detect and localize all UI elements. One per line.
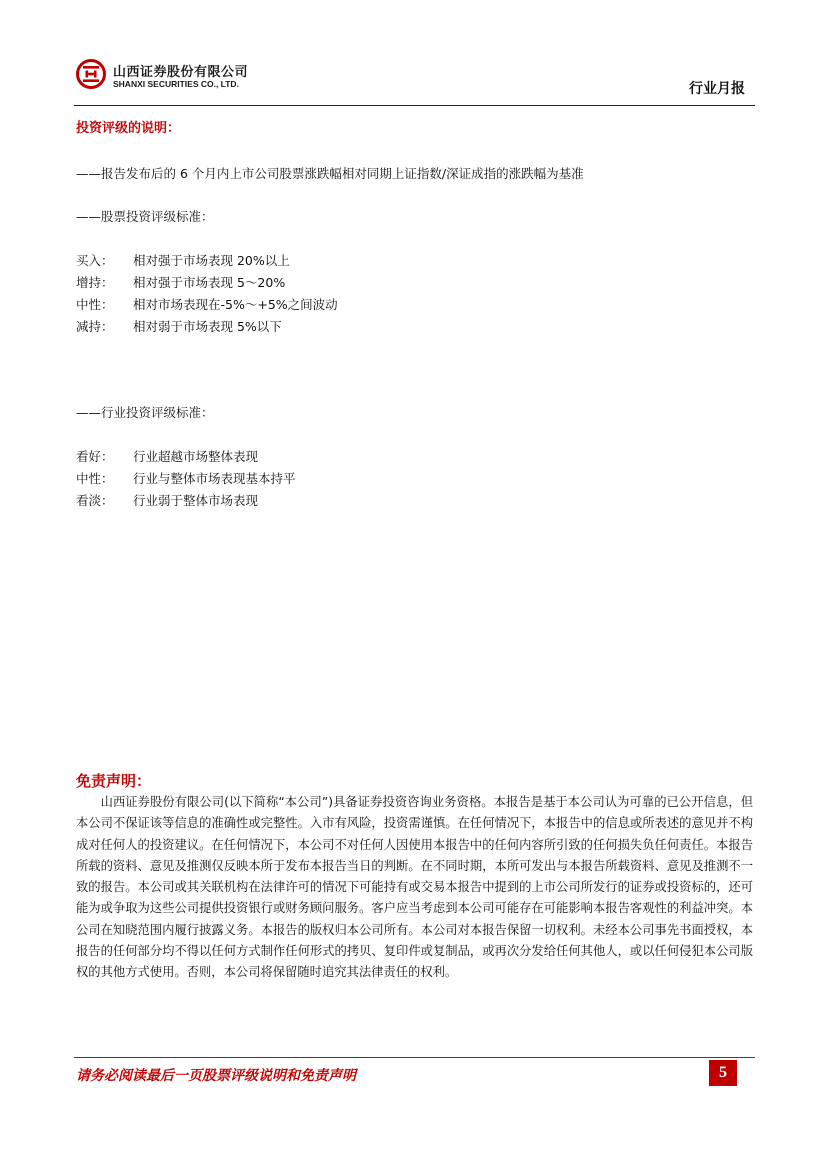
rating-label: 减持： bbox=[76, 319, 114, 334]
industry-rating-item bbox=[76, 491, 258, 509]
rating-label: 看淡： bbox=[76, 493, 114, 508]
company-name-cn: 山西证券股份有限公司 bbox=[113, 65, 249, 80]
stock-rating-item bbox=[76, 317, 282, 335]
industry-rating-heading: ——行业投资评级标准： bbox=[76, 405, 214, 420]
rating-label: 中性： bbox=[76, 471, 114, 486]
footer-note: 请务必阅读最后一页股票评级说明和免责声明 bbox=[76, 1068, 356, 1084]
stock-rating-item bbox=[76, 273, 285, 291]
disclaimer-title: 免责声明： bbox=[76, 772, 152, 790]
rating-label: 看好： bbox=[76, 449, 114, 464]
stock-rating-heading: ——股票投资评级标准： bbox=[76, 209, 214, 224]
rating-desc: 相对强于市场表现 5～20% bbox=[133, 275, 286, 290]
rating-desc: 相对强于市场表现 20%以上 bbox=[133, 253, 290, 268]
company-logo bbox=[76, 59, 106, 89]
rating-basis: ——报告发布后的 6 个月内上市公司股票涨跌幅相对同期上证指数/深证成指的涨跌幅为基准 bbox=[76, 166, 584, 181]
rating-label: 增持： bbox=[76, 275, 114, 290]
rating-heading: 投资评级的说明： bbox=[76, 121, 181, 136]
disclaimer-body: 山西证券股份有限公司(以下简称“本公司”)具备证券投资咨询业务资格。本报告是基于本公司认为可靠的已公开信息，但本公司不保证该等信息的准确性或完整性。入市有风险，投资需谨慎。在任何情况下，本报告中的信息或所表述的意见并不构成对任何人的投资建议。在任何情况下，本公司不对任何人因使用本报告中的任何内容所引致的任何损失负任何责任。本报告所载的资料、意见及推测仅反映本所于发布本报告当日的判断。在不同时期，本所可发出与本报告所载资料、意见及推测不一致的报告。本公司或其关联机构在法律许可的情况下可能持有或交易本报告中提到的上市公司所发行的证券或投资标的，还可能为或争取为这些公司提供投资银行或财务顾问服务。客户应当考虑到本公司可能存在可能影响本报告客观性的利益冲突。本公司在知晓范围内履行披露义务。本报告的版权归本公司所有。本公司对本报告保留一切权利。未经本公司事先书面授权，本报告的任何部分均不得以任何方式制作任何形式的拷贝、复印件或复制品，或再次分发给任何其他人，或以任何侵犯本公司版权的其他方式使用。否则，本公司将保留随时追究其法律责任的权利。 bbox=[76, 795, 753, 980]
industry-rating-item bbox=[76, 469, 296, 487]
rating-label: 买入： bbox=[76, 253, 114, 268]
footer-divider bbox=[74, 1057, 755, 1058]
rating-desc: 行业弱于整体市场表现 bbox=[133, 493, 259, 508]
company-name-en: SHANXI SECURITIES CO., LTD. bbox=[113, 79, 239, 89]
rating-desc: 行业超越市场整体表现 bbox=[133, 449, 259, 464]
header-divider bbox=[74, 105, 755, 106]
rating-desc: 行业与整体市场表现基本持平 bbox=[133, 471, 296, 486]
industry-rating-item bbox=[76, 447, 258, 465]
stock-rating-item bbox=[76, 295, 338, 313]
rating-desc: 相对弱于市场表现 5%以下 bbox=[133, 319, 282, 334]
report-type: 行业月报 bbox=[689, 81, 745, 97]
stock-rating-item bbox=[76, 251, 290, 269]
rating-desc: 相对市场表现在-5%～+5%之间波动 bbox=[133, 297, 338, 312]
page-number: 5 bbox=[709, 1060, 737, 1086]
rating-label: 中性： bbox=[76, 297, 114, 312]
